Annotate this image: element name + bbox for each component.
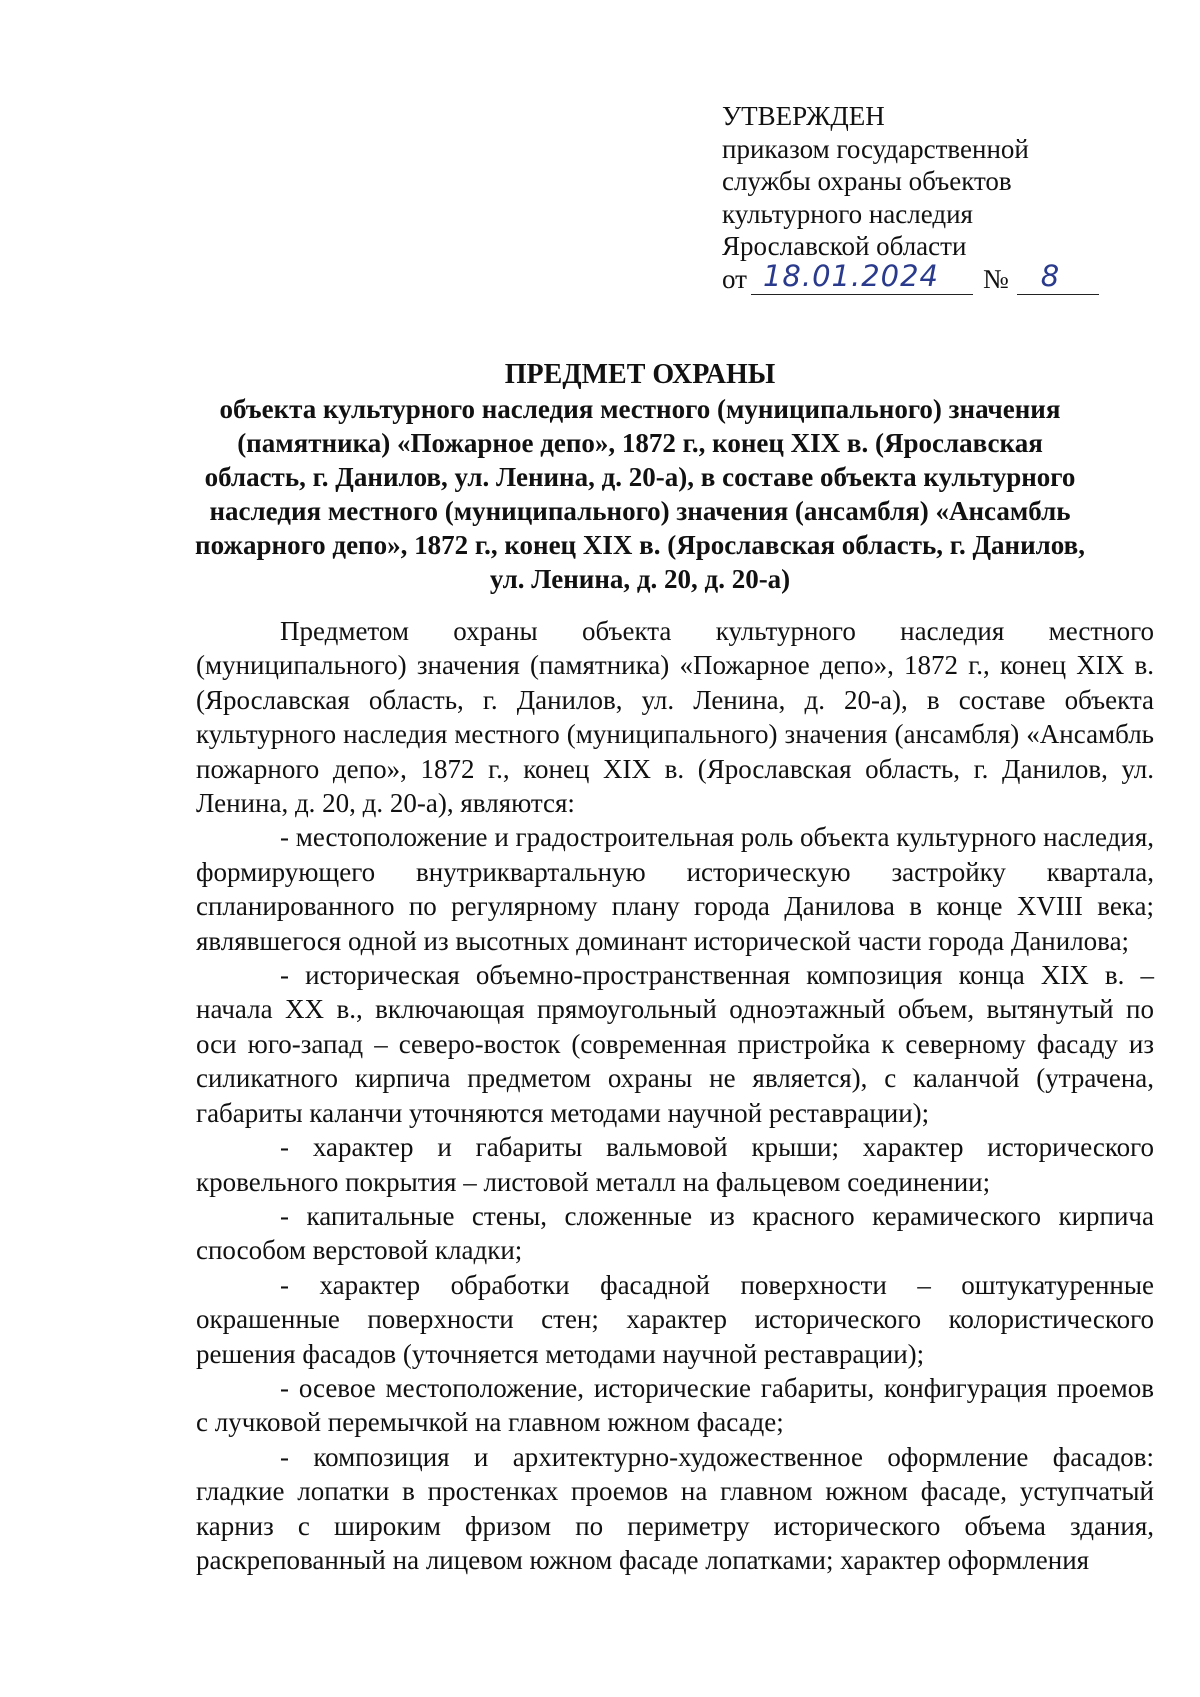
approval-block — [722, 100, 1142, 295]
list-item: - капитальные стены, сложенные из красного керамического кирпича способом верстовой кладки; — [196, 1200, 1154, 1266]
handwritten-number: 8 — [1040, 258, 1061, 293]
list-item: - местоположение и градостроительная роль объекта культурного наследия, формирующего внутриквартальную историческую застройку квартала, спланированного по регулярному плану города Данилова в конце XVIII века; являвшегося одной из высотных доминант исторической части города Данилова; — [196, 822, 1154, 956]
list-item: - характер обработки фасадной поверхности – оштукатуренные окрашенные поверхности стен; характер исторического колористического решения фасадов (уточняется методами научной реставрации); — [196, 1269, 1154, 1369]
intro-paragraph: Предметом охраны объекта культурного наследия местного (муниципального) значения (памятника) «Пожарное депо», 1872 г., конец XIX в. (Ярославская область, г. Данилов, ул. Ленина, д. 20-а), в составе объекта культурного наследия местного (муниципального) значения (ансамбля) «Ансамбль пожарного депо», 1872 г., конец XIX в. (Ярославская область, г. Данилов, ул. Ленина, д. 20, д. 20-а), являются: — [196, 616, 1154, 819]
document-heading — [190, 358, 1090, 596]
list-item: - осевое местоположение, исторические габариты, конфигурация проемов с лучковой перемычкой на главном южном фасаде; — [196, 1372, 1154, 1438]
list-item: - характер и габариты вальмовой крыши; характер исторического кровельного покрытия – листовой металл на фальцевом соединении; — [196, 1132, 1154, 1197]
approval-date-number-row — [722, 258, 1142, 296]
date-prefix: от — [722, 263, 747, 294]
number-field — [1017, 258, 1099, 295]
number-prefix: № — [982, 263, 1009, 294]
list-item: - композиция и архитектурно-художественное оформление фасадов: гладкие лопатки в простенках проемов на главном южном фасаде, уступчатый карниз с широким фризом по периметру исторического объема здания, раскрепованный на лицевом южном фасаде лопатками; характер оформления — [196, 1441, 1154, 1575]
document-body — [196, 614, 1154, 1577]
approval-title: УТВЕРЖДЕН — [722, 101, 885, 131]
document-subtitle: объекта культурного наследия местного (муниципального) значения (памятника) «Пожарное депо», 1872 г., конец XIX в. (Ярославская область, г. Данилов, ул. Ленина, д. 20-а), в составе объекта культурного наследия местного (муниципального) значения (ансамбля) «Ансамбль пожарного депо», 1872 г., конец XIX в. (Ярославская область, г. Данилов, ул. Ленина, д. 20, д. 20-а) — [195, 394, 1085, 594]
approval-line: культурного наследия — [722, 198, 973, 229]
approval-line: приказом государственной — [722, 133, 1029, 164]
date-field — [751, 258, 973, 295]
document-title: ПРЕДМЕТ ОХРАНЫ — [504, 359, 776, 390]
approval-line: службы охраны объектов — [722, 166, 1012, 196]
list-item: - историческая объемно-пространственная композиция конца XIX в. – начала XX в., включающая прямоугольный одноэтажный объем, вытянутый по оси юго-запад – северо-восток (современная пристройка к северному фасаду из силикатного кирпича предметом охраны не является), с каланчой (утрачена, габариты каланчи уточняются методами научной реставрации); — [196, 960, 1154, 1128]
approval-line: Ярославской области — [722, 231, 967, 261]
handwritten-date: 18.01.2024 — [762, 258, 939, 293]
